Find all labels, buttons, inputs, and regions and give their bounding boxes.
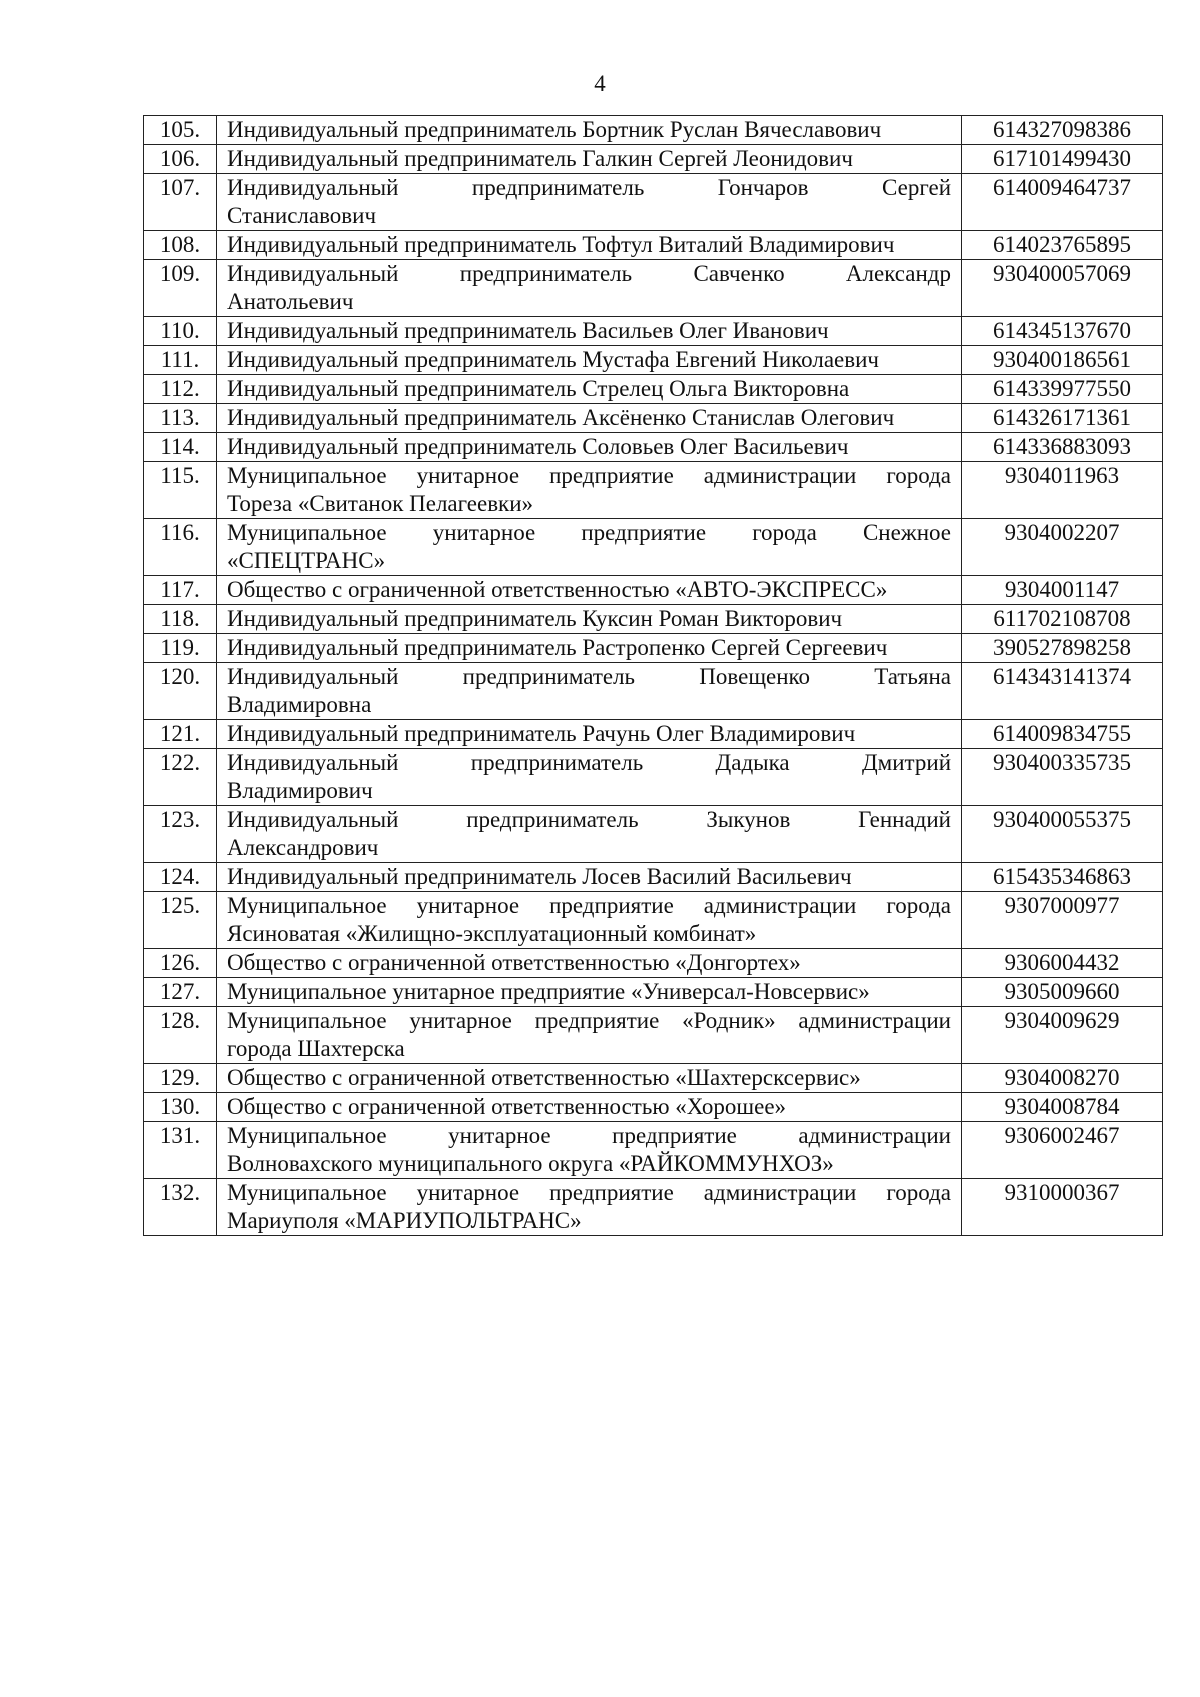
- table-row: [144, 116, 1163, 145]
- row-number: 126.: [144, 949, 217, 978]
- entity-name-line-1: Индивидуальный предприниматель Повещенко Татьяна: [227, 664, 951, 689]
- entity-inn: 611702108708: [962, 605, 1163, 634]
- entity-name: [217, 375, 962, 404]
- entity-name: [217, 116, 962, 145]
- entity-name-line-1: Муниципальное унитарное предприятие города Снежное: [227, 520, 951, 545]
- entity-name-line-1: Индивидуальный предприниматель Гончаров Сергей: [227, 175, 951, 200]
- table-row: [144, 978, 1163, 1007]
- entity-name: [217, 260, 962, 317]
- entity-inn: 614339977550: [962, 375, 1163, 404]
- entity-name-line-1: Муниципальное унитарное предприятие администрации города: [227, 463, 951, 488]
- table-row: [144, 404, 1163, 433]
- entity-name: [217, 863, 962, 892]
- table-row: [144, 317, 1163, 346]
- entity-name-line-1: Индивидуальный предприниматель Аксёненко Станислав Олегович: [227, 405, 895, 430]
- row-number: 128.: [144, 1007, 217, 1064]
- entity-name-line-2: «СПЕЦТРАНС»: [227, 548, 386, 573]
- entity-inn: 614336883093: [962, 433, 1163, 462]
- entity-name-line-1: Индивидуальный предприниматель Тофтул Виталий Владимирович: [227, 232, 895, 257]
- registry-table-body: [144, 116, 1163, 1236]
- table-row: [144, 1122, 1163, 1179]
- entity-name-line-1: Индивидуальный предприниматель Растропенко Сергей Сергеевич: [227, 635, 888, 660]
- row-number: 118.: [144, 605, 217, 634]
- table-row: [144, 462, 1163, 519]
- entity-name: [217, 404, 962, 433]
- table-row: [144, 806, 1163, 863]
- table-row: [144, 634, 1163, 663]
- entity-name-line-2: Мариуполя «МАРИУПОЛЬТРАНС»: [227, 1208, 582, 1233]
- table-row: [144, 231, 1163, 260]
- entity-name: [217, 231, 962, 260]
- row-number: 114.: [144, 433, 217, 462]
- table-row: [144, 1064, 1163, 1093]
- table-row: [144, 663, 1163, 720]
- table-row: [144, 1093, 1163, 1122]
- entity-name: [217, 720, 962, 749]
- row-number: 110.: [144, 317, 217, 346]
- entity-name-line-1: Индивидуальный предприниматель Савченко Александр: [227, 261, 951, 286]
- table-row: [144, 375, 1163, 404]
- row-number: 124.: [144, 863, 217, 892]
- entity-inn: 9304011963: [962, 462, 1163, 519]
- table-row: [144, 145, 1163, 174]
- entity-name-line-1: Общество с ограниченной ответственностью «Шахтерсксервис»: [227, 1065, 861, 1090]
- table-row: [144, 1179, 1163, 1236]
- entity-name-line-1: Муниципальное унитарное предприятие «Универсал-Новсервис»: [227, 979, 870, 1004]
- table-row: [144, 174, 1163, 231]
- entity-name: [217, 462, 962, 519]
- entity-inn: 615435346863: [962, 863, 1163, 892]
- entity-inn: 9304008270: [962, 1064, 1163, 1093]
- registry-table: [143, 115, 1163, 1236]
- row-number: 129.: [144, 1064, 217, 1093]
- entity-inn: 9304009629: [962, 1007, 1163, 1064]
- entity-name: [217, 634, 962, 663]
- entity-name: [217, 433, 962, 462]
- table-row: [144, 892, 1163, 949]
- entity-inn: 9310000367: [962, 1179, 1163, 1236]
- entity-inn: 614009834755: [962, 720, 1163, 749]
- entity-inn: 9305009660: [962, 978, 1163, 1007]
- entity-inn: 9304008784: [962, 1093, 1163, 1122]
- entity-inn: 617101499430: [962, 145, 1163, 174]
- entity-name-line-1: Индивидуальный предприниматель Мустафа Евгений Николаевич: [227, 347, 879, 372]
- entity-name: [217, 1007, 962, 1064]
- table-row: [144, 519, 1163, 576]
- entity-name-line-1: Индивидуальный предприниматель Галкин Сергей Леонидович: [227, 146, 853, 171]
- entity-name-line-1: Общество с ограниченной ответственностью «Донгортех»: [227, 950, 801, 975]
- entity-inn: 9306004432: [962, 949, 1163, 978]
- entity-name-line-2: города Шахтерска: [227, 1036, 405, 1061]
- entity-name-line-2: Тореза «Свитанок Пелагеевки»: [227, 491, 534, 516]
- table-row: [144, 749, 1163, 806]
- row-number: 106.: [144, 145, 217, 174]
- table-row: [144, 605, 1163, 634]
- row-number: 111.: [144, 346, 217, 375]
- entity-inn: 9304002207: [962, 519, 1163, 576]
- page-number: 4: [594, 71, 606, 96]
- entity-name-line-1: Индивидуальный предприниматель Зыкунов Геннадий: [227, 807, 951, 832]
- entity-name-line-2: Анатольевич: [227, 289, 354, 314]
- entity-inn: 930400335735: [962, 749, 1163, 806]
- table-row: [144, 720, 1163, 749]
- row-number: 131.: [144, 1122, 217, 1179]
- entity-name-line-1: Муниципальное унитарное предприятие администрации города: [227, 893, 951, 918]
- row-number: 105.: [144, 116, 217, 145]
- row-number: 107.: [144, 174, 217, 231]
- entity-inn: 930400057069: [962, 260, 1163, 317]
- entity-name-line-1: Индивидуальный предприниматель Бортник Руслан Вячеславович: [227, 117, 882, 142]
- row-number: 125.: [144, 892, 217, 949]
- entity-name-line-1: Индивидуальный предприниматель Васильев Олег Иванович: [227, 318, 829, 343]
- entity-name-line-1: Индивидуальный предприниматель Лосев Василий Васильевич: [227, 864, 852, 889]
- entity-name: [217, 1122, 962, 1179]
- entity-name: [217, 806, 962, 863]
- row-number: 108.: [144, 231, 217, 260]
- row-number: 127.: [144, 978, 217, 1007]
- row-number: 120.: [144, 663, 217, 720]
- entity-name: [217, 1064, 962, 1093]
- entity-name-line-1: Индивидуальный предприниматель Стрелец Ольга Викторовна: [227, 376, 850, 401]
- table-row: [144, 949, 1163, 978]
- entity-name: [217, 519, 962, 576]
- entity-name-line-1: Муниципальное унитарное предприятие администрации города: [227, 1180, 951, 1205]
- row-number: 132.: [144, 1179, 217, 1236]
- entity-name-line-1: Индивидуальный предприниматель Соловьев Олег Васильевич: [227, 434, 849, 459]
- entity-inn: 930400055375: [962, 806, 1163, 863]
- entity-inn: 614345137670: [962, 317, 1163, 346]
- entity-name: [217, 605, 962, 634]
- entity-inn: 614327098386: [962, 116, 1163, 145]
- table-row: [144, 1007, 1163, 1064]
- row-number: 130.: [144, 1093, 217, 1122]
- entity-name: [217, 892, 962, 949]
- row-number: 121.: [144, 720, 217, 749]
- entity-inn: 390527898258: [962, 634, 1163, 663]
- entity-name-line-2: Станиславович: [227, 203, 377, 228]
- table-row: [144, 346, 1163, 375]
- entity-inn: 9306002467: [962, 1122, 1163, 1179]
- row-number: 122.: [144, 749, 217, 806]
- row-number: 123.: [144, 806, 217, 863]
- entity-name-line-1: Муниципальное унитарное предприятие «Родник» администрации: [227, 1008, 951, 1033]
- table-row: [144, 576, 1163, 605]
- entity-name-line-2: Волновахского муниципального округа «РАЙКОММУНХОЗ»: [227, 1151, 834, 1176]
- entity-inn: 614023765895: [962, 231, 1163, 260]
- entity-name-line-1: Индивидуальный предприниматель Рачунь Олег Владимирович: [227, 721, 856, 746]
- entity-name: [217, 174, 962, 231]
- entity-inn: 930400186561: [962, 346, 1163, 375]
- entity-name: [217, 663, 962, 720]
- row-number: 113.: [144, 404, 217, 433]
- entity-name: [217, 317, 962, 346]
- entity-name-line-1: Общество с ограниченной ответственностью «АВТО-ЭКСПРЕСС»: [227, 577, 888, 602]
- entity-name-line-1: Муниципальное унитарное предприятие администрации: [227, 1123, 951, 1148]
- entity-inn: 614009464737: [962, 174, 1163, 231]
- entity-name: [217, 145, 962, 174]
- entity-name-line-2: Ясиноватая «Жилищно-эксплуатационный комбинат»: [227, 921, 757, 946]
- table-row: [144, 433, 1163, 462]
- entity-name: [217, 949, 962, 978]
- entity-name: [217, 1179, 962, 1236]
- entity-name: [217, 978, 962, 1007]
- row-number: 109.: [144, 260, 217, 317]
- table-row: [144, 260, 1163, 317]
- row-number: 119.: [144, 634, 217, 663]
- entity-name-line-1: Индивидуальный предприниматель Куксин Роман Викторович: [227, 606, 843, 631]
- entity-inn: 614326171361: [962, 404, 1163, 433]
- entity-name: [217, 749, 962, 806]
- row-number: 117.: [144, 576, 217, 605]
- entity-name-line-2: Александрович: [227, 835, 379, 860]
- entity-inn: 9304001147: [962, 576, 1163, 605]
- entity-name: [217, 1093, 962, 1122]
- entity-name-line-1: Индивидуальный предприниматель Дадыка Дмитрий: [227, 750, 951, 775]
- entity-name: [217, 576, 962, 605]
- row-number: 116.: [144, 519, 217, 576]
- entity-inn: 614343141374: [962, 663, 1163, 720]
- entity-name-line-1: Общество с ограниченной ответственностью «Хорошее»: [227, 1094, 787, 1119]
- row-number: 115.: [144, 462, 217, 519]
- entity-name-line-2: Владимирович: [227, 778, 373, 803]
- entity-name: [217, 346, 962, 375]
- row-number: 112.: [144, 375, 217, 404]
- entity-name-line-2: Владимировна: [227, 692, 372, 717]
- entity-inn: 9307000977: [962, 892, 1163, 949]
- table-row: [144, 863, 1163, 892]
